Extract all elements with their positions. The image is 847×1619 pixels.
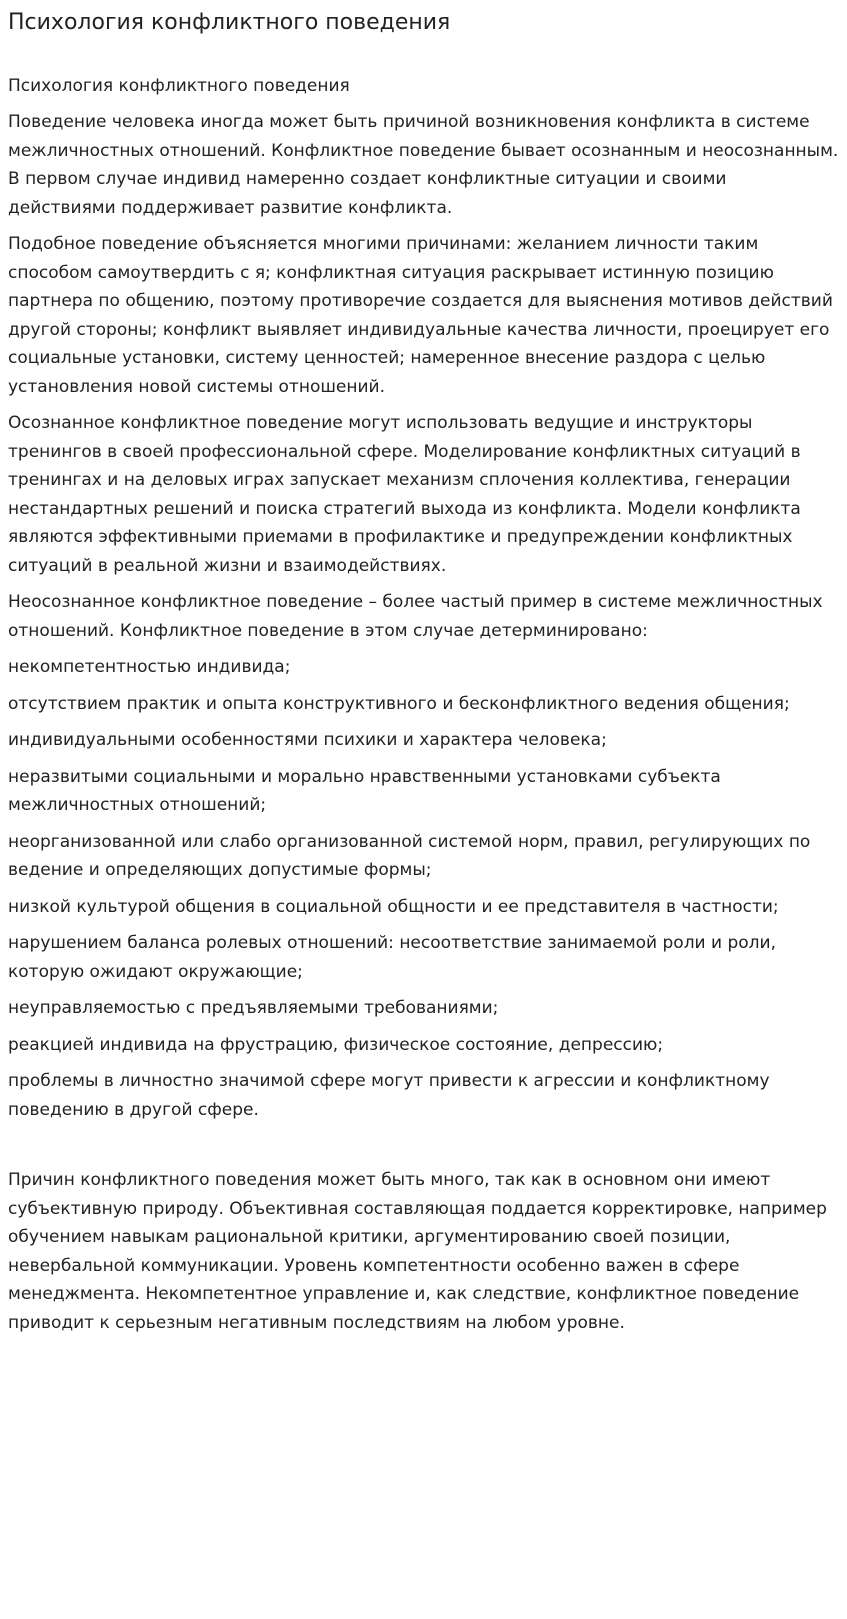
page-title: Психология конфликтного поведения bbox=[8, 10, 451, 35]
paragraph-conclusion: Причин конфликтного поведения может быть много, так как в основном они имеют субъективную природу. Объективная составляющая поддается корректировке, например обучением навыкам рациональной критики, аргументированию своей позиции, невербальной коммуникации. Уровень компетентности особенно важен в сфере менеджмента. Некомпетентное управление и, как следствие, конфликтное поведение приводит к серьезным негативным последствиям на любом уровне. bbox=[8, 1170, 827, 1333]
paragraph-intro: Поведение человека иногда может быть причиной возникновения конфликта в системе межличностных отношений. Конфликтное поведение бывает осознанным и неосознанным. В первом случае индивид намеренно создает конфликтные ситуации и своими действиями поддерживает развитие конфликта. bbox=[8, 112, 839, 218]
factor-item: реакцией индивида на фрустрацию, физическое состояние, депрессию; bbox=[8, 1034, 664, 1055]
article-body bbox=[8, 72, 839, 1337]
paragraph-unconscious: Неосознанное конфликтное поведение – более частый пример в системе межличностных отношений. Конфликтное поведение в этом случае детерминировано: bbox=[8, 592, 823, 641]
factor-item: неуправляемостью с предъявляемыми требованиями; bbox=[8, 998, 499, 1018]
factor-item: проблемы в личностно значимой сфере могут привести к агрессии и конфликтному поведению в другой сфере. bbox=[8, 1071, 770, 1120]
factor-item: низкой культурой общения в социальной общности и ее представителя в частности; bbox=[8, 896, 779, 917]
paragraph-conscious: Осознанное конфликтное поведение могут использовать ведущие и инструкторы тренингов в своей профессиональной сфере. Моделирование конфликтных ситуаций в тренингах и на деловых играх запускает механизм сплочения коллектива, генерации нестандартных решений и поиска стратегий выхода из конфликта. Модели конфликта являются эффективными приемами в профилактике и предупреждении конфликтных ситуаций в реальной жизни и взаимодействиях. bbox=[8, 413, 801, 576]
factor-item: неразвитыми социальными и морально нравственными установками субъекта межличностных отношений; bbox=[8, 766, 721, 815]
factor-item: отсутствием практик и опыта конструктивного и бесконфликтного ведения общения; bbox=[8, 693, 790, 714]
factor-item: индивидуальными особенностями психики и характера человека; bbox=[8, 730, 607, 750]
paragraph-reasons: Подобное поведение объясняется многими причинами: желанием личности таким способом самоутвердить с я; конфликтная ситуация раскрывает истинную позицию партнера по общению, поэтому противоречие создается для выяснения мотивов действий другой стороны; конфликт выявляет индивидуальные качества личности, проецирует его социальные установки, систему ценностей; намеренное внесение раздора с целью установления новой системы отношений. bbox=[8, 234, 833, 397]
factor-item: неорганизованной или слабо организованной системой норм, правил, регулирующих по ведение и определяющих допустимые формы; bbox=[8, 831, 811, 880]
factor-item: нарушением баланса ролевых отношений: несоответствие занимаемой роли и роли, которую ожидают окружающие; bbox=[8, 933, 776, 982]
factor-item: некомпетентностью индивида; bbox=[8, 657, 291, 677]
article-subtitle: Психология конфликтного поведения bbox=[8, 76, 350, 96]
